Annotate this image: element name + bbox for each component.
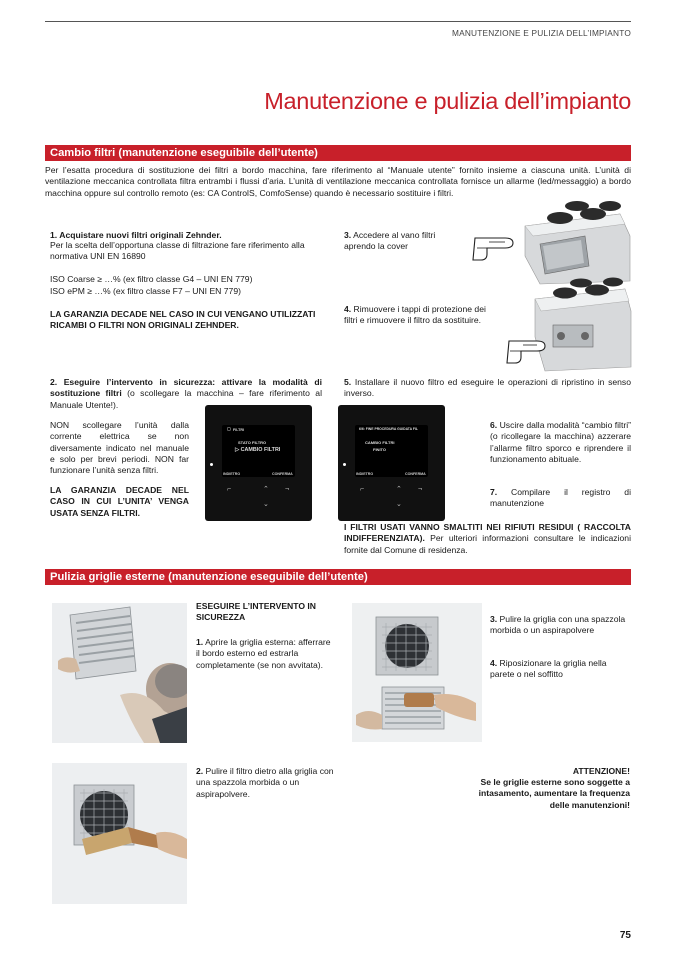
pointing-hand-icon [473,238,513,260]
back-label: INDIETRO [223,472,241,476]
step1-title: 1. Acquistare nuovi filtri originali Zehnder. [50,230,222,240]
display-line-1: STATO FILTRO [238,440,267,445]
step6-text: 6. Uscire dalla modalità “cambio filtri” (o ricollegare la macchina) azzerare l’allarme filtro sporco e riprendere il funzionamento abituale. [490,420,631,465]
ventilation-unit-open-cover-photo [465,196,633,286]
arrow-down-icon[interactable]: ⌄ [396,501,402,508]
running-head: MANUTENZIONE E PULIZIA DELL’IMPIANTO [451,28,631,38]
grille-removal-photo [52,603,187,743]
page-title: Manutenzione e pulizia dell’impianto [264,88,631,114]
status-led [210,463,213,466]
display-header: FILTRI [233,428,244,432]
grille-brushing-photo [352,603,482,742]
step4-text: 4. Rimuovere i tappi di protezione dei filtri e rimuovere il filtro da sostituire. [344,304,486,326]
safety-instruction: ESEGUIRE L’INTERVENTO IN SICUREZZA [196,601,317,623]
enter-icon[interactable]: ¬ [285,486,290,493]
back-icon[interactable]: ⌐ [227,486,232,493]
step2-text: NON scollegare l’unità dalla corrente elettrica se non diversamente indicato nel manuale e solo per brevi periodi. NON far funzionare l’unità senza filtri. [50,420,189,476]
warranty-warning-parts: LA GARANZIA DECADE NEL CASO IN CUI VENGANO UTILIZZATI RICAMBI O FILTRI NON ORIGINALI ZEHNDER. [50,309,316,331]
filter-brushing-photo [52,763,187,904]
confirm-label: CONFERMA [405,472,426,476]
enter-icon[interactable]: ¬ [418,486,423,493]
iso-epm: ISO ePM ≥ …% (ex filtro classe F7 – UNI EN 779) [50,286,241,296]
warranty-warning-filters: LA GARANZIA DECADE NEL CASO IN CUI L’UNITA’ VENGA USATA SENZA FILTRI. [50,485,189,518]
grille-step4-text: 4. Riposizionare la griglia nella parete o nel soffitto [490,658,607,680]
back-label: INDIETRO [356,472,374,476]
header-rule [45,21,631,22]
confirm-label: CONFERMA [272,472,293,476]
arrow-up-icon[interactable]: ⌃ [396,486,402,493]
iso-coarse: ISO Coarse ≥ …% (ex filtro classe G4 – UNI EN 779) [50,274,253,284]
intro-paragraph: Per l’esatta procedura di sostituzione dei filtri a bordo macchina, fare riferimento al “Manuale utente” fornito insieme a ciascuna unità. L’unità di ventilazione meccanica controllata filtra entrambi i flussi d’aria. L’unità di ventilazione meccanica controllata fornisce un allarme (led/messaggio) a bordo macchina oppure sul controllo remoto (es: CA ControlS, ComfoSense) quando è necessario sostituire i filtri. [45,165,631,198]
display-line-2: ▷ CAMBIO FILTRI [235,447,281,453]
grille-step1-text: 1. Aprire la griglia esterna: afferrare il bordo esterno ed estrarla completamente (se non avvitata). [196,637,331,670]
control-panel-procedure-end [338,405,445,521]
section-heading-filters: Cambio filtri (manutenzione eseguibile dell’utente) [45,145,631,161]
arrow-up-icon[interactable]: ⌃ [263,486,269,493]
back-icon[interactable]: ⌐ [360,486,365,493]
grille-step3-text: 3. Pulire la griglia con una spazzola morbida o un aspirapolvere [490,614,626,636]
step7-text: 7. Compilare il registro di manutenzione [490,487,631,509]
attention-text: Se le griglie esterne sono soggette a intasamento, aumentare la frequenza delle manutenzioni! [478,777,630,810]
disposal-note: I FILTRI USATI VANNO SMALTITI NEI RIFIUTI RESIDUI ( RACCOLTA INDIFFERENZIATA). Per ulteriori informazioni consultare le indicazioni fornite dal Comune di residenza. [344,522,631,555]
grille-step2-text: 2. Pulire il filtro dietro alla griglia con una spazzola morbida o un aspirapolvere. [196,766,334,799]
display-line-1: CAMBIO FILTRI [365,440,395,445]
ventilation-unit-filter-removal-photo [505,277,633,373]
control-panel-change-filters [205,405,312,521]
section-heading-grilles: Pulizia griglie esterne (manutenzione eseguibile dell’utente) [45,569,631,585]
page-number: 75 [619,930,631,941]
filter-icon: ▢ [227,427,231,431]
step3-text: 3. Accedere al vano filtri aprendo la cover [344,230,436,252]
step5-text: 5. Installare il nuovo filtro ed eseguire le operazioni di ripristino in senso inverso. [344,377,631,399]
arrow-down-icon[interactable]: ⌄ [263,501,269,508]
display-header: 6/6: FINE PROCEDURA GUIDATA FIL [359,427,418,431]
attention-title: ATTENZIONE! [572,766,630,776]
step2-title: 2. Eseguire l’intervento in sicurezza: attivare la modalità di sostituzione filtri (o scollegare la macchina – fare riferimento al Manuale Utente!). [50,377,322,410]
step1-text: Per la scelta dell’opportuna classe di filtrazione fare riferimento alla normativa UNI EN 16890 [50,240,305,262]
control-panel-screen [355,425,428,477]
display-line-2: FINITO [373,447,387,452]
status-led [343,463,346,466]
